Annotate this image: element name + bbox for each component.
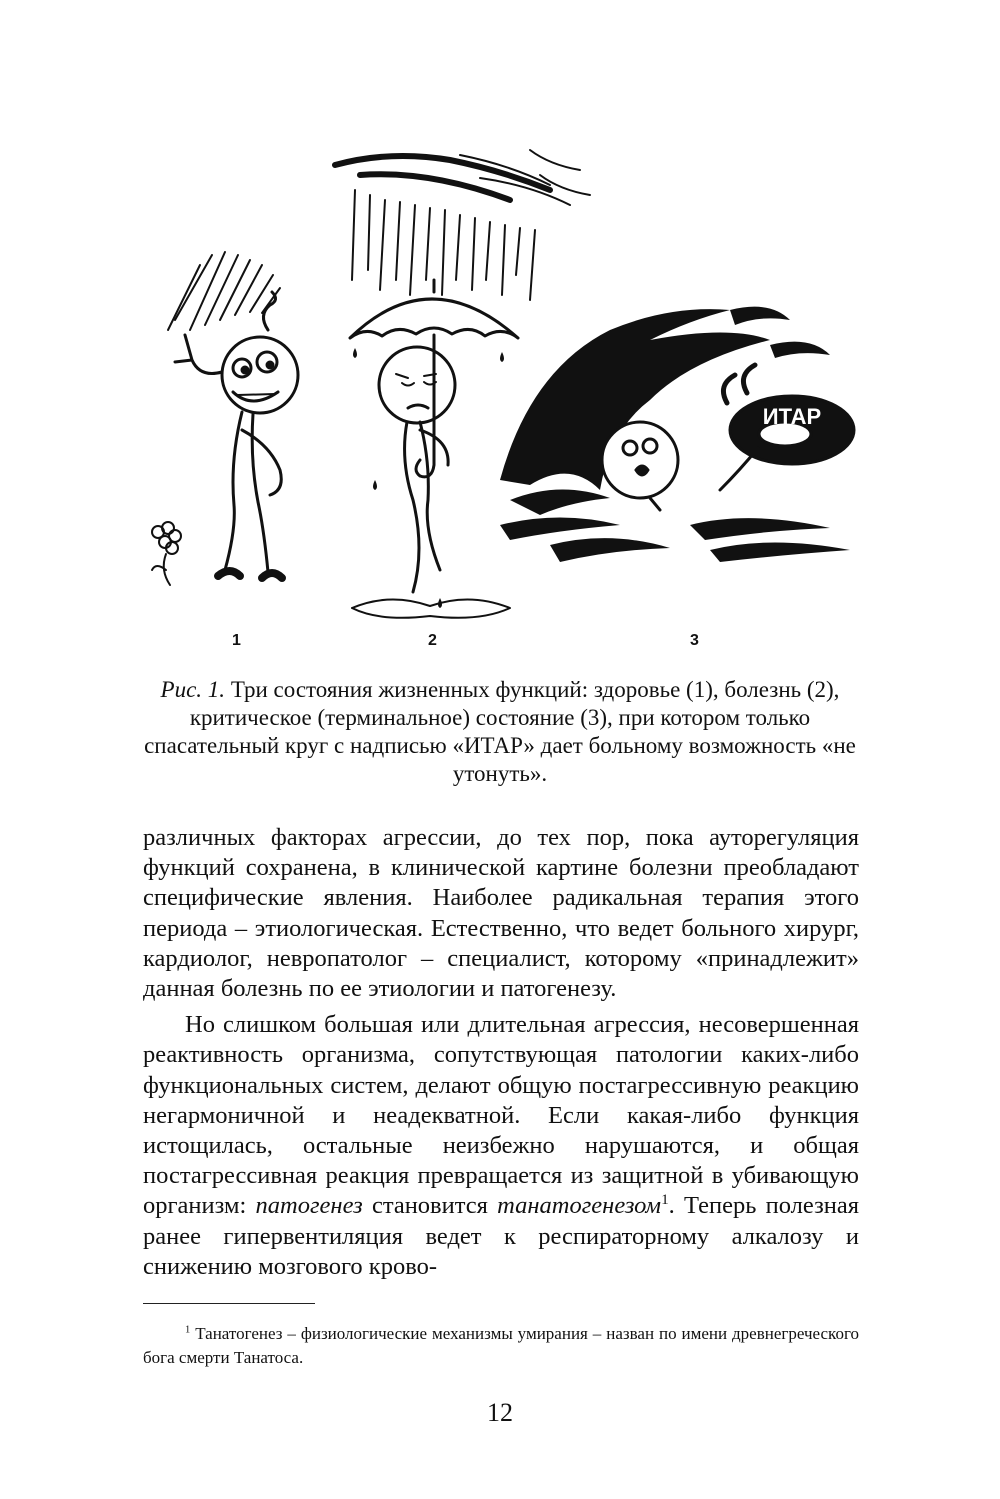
figure-label-1: 1 (232, 632, 241, 649)
footnote-rule (143, 1303, 315, 1304)
paragraph-2-start: Но слишком большая или длительная агрессия, несовершенная реактивность организма, сопутствующая патологии каких-либо функциональных систем, делают общую постагрессивную реакцию негармоничной и неадекватной. Если какая-либо функция истощилась, остальные неизбежно нарушаются, и общая постагрессивная реакция превращается из защитной в убивающую организм: (143, 1011, 859, 1220)
body-text (143, 823, 859, 1282)
paragraph-2-end: . Теперь полезная ранее гипервентиляция ведет к респираторному алкалозу и снижению мозгового крово- (143, 1192, 859, 1280)
illustration (130, 130, 870, 650)
term-thanatogenesis: танатогенезом (497, 1192, 662, 1220)
footnote-ref[interactable]: 1 (661, 1191, 669, 1209)
footnote-text: Танатогенез – физиологические механизмы умирания – назван по имени древнегреческого бога смерти Танатоса. (143, 1324, 859, 1367)
paragraph-2 (143, 1010, 859, 1282)
healthy-figure (152, 252, 298, 585)
paragraph-1: различных факторах агрессии, до тех пор, пока ауторегуляция функций сохранена, в клинической картине болезни преобладают специфические явления. Наиболее радикальная терапия этого периода – этиологическая. Естественно, что ведет больного хирург, кардиолог, невропатолог – специалист, которому «принадлежит» данная болезнь по ее этиологии и патогенезу. (143, 824, 859, 1003)
lifebuoy-text: ИТАР (762, 404, 822, 429)
term-pathogenesis: патогенез (255, 1192, 363, 1220)
figure-caption (140, 676, 860, 788)
figure-label-2: 2 (428, 632, 437, 649)
caption-text: Три состояния жизненных функций: здоровье (1), болезнь (2), критическое (терминальное) состояние (3), при котором только спасательный круг с надписью «ИТАР» дает больному возможность «не утонуть». (144, 677, 856, 786)
paragraph-2-mid: становится (362, 1192, 498, 1220)
critical-figure (500, 307, 854, 562)
footnote (143, 1322, 859, 1370)
footnote-marker: 1 (185, 1324, 191, 1336)
caption-label: Рис. 1. (160, 677, 226, 702)
page-number: 12 (487, 1398, 513, 1427)
figure-label-3: 3 (690, 632, 699, 649)
